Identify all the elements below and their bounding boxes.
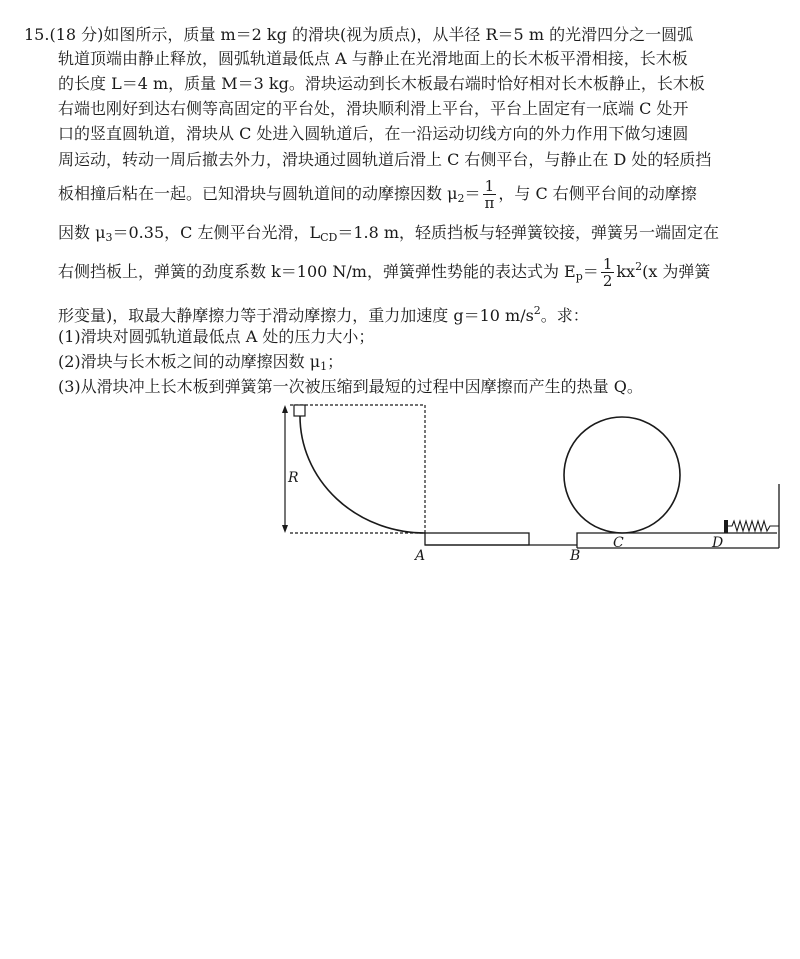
text: (2)滑块与长木板之间的动摩擦因数 μ — [58, 352, 321, 371]
radius-arrowhead-bottom — [282, 525, 288, 533]
text: 如图所示，质量 m＝2 kg 的滑块(视为质点)，从半径 R＝5 m 的光滑四分之一圆弧 — [103, 25, 694, 44]
numerator: 1 — [602, 255, 613, 273]
baffle-plate — [724, 520, 728, 533]
text: ＝0.35，C 左侧平台光滑，L — [112, 223, 321, 242]
text: 右侧挡板上，弹簧的劲度系数 k＝100 N/m，弹簧弹性势能的表达式为 E — [58, 262, 576, 281]
text: ； — [327, 352, 344, 371]
slider-block — [294, 405, 305, 416]
problem-line-3: 的长度 L＝4 m，质量 M＝3 kg。滑块运动到长木板最右端时恰好相对长木板静止，长木板 — [58, 74, 705, 93]
numerator: 1 — [483, 178, 497, 195]
point-d-label: D — [712, 535, 724, 551]
subscript: CD — [320, 231, 338, 244]
problem-line-6: 周运动，转动一周后撤去外力，滑块通过圆轨道后滑上 C 右侧平台，与静止在 D 处的轻质挡 — [58, 150, 712, 169]
problem-score: (18 分) — [49, 25, 104, 44]
problem-number: 15. — [24, 25, 50, 44]
text: 形变量)，取最大静摩擦力等于滑动摩擦力，重力加速度 g＝10 m/s — [58, 306, 534, 325]
question-3: (3)从滑块冲上长木板到弹簧第一次被压缩到最短的过程中因摩擦而产生的热量 Q。 — [58, 377, 643, 396]
subscript: 2 — [457, 192, 465, 205]
problem-line-5: 口的竖直圆轨道，滑块从 C 处进入圆轨道后，在一沿运动切线方向的外力作用下做匀速圆 — [58, 124, 689, 143]
superscript: 2 — [635, 260, 643, 273]
text: 板相撞后粘在一起。已知滑块与圆轨道间的动摩擦因数 μ — [58, 184, 458, 203]
denominator: π — [484, 194, 495, 212]
superscript: 2 — [533, 304, 541, 317]
text: ＝ — [582, 262, 599, 281]
radius-label: R — [288, 470, 299, 486]
denominator: 2 — [602, 272, 613, 290]
text: 。求： — [540, 306, 589, 325]
quarter-circle-track — [300, 416, 425, 533]
radius-arrowhead-top — [282, 405, 288, 413]
text: kx — [616, 262, 636, 281]
long-board — [425, 533, 529, 545]
problem-line-4: 右端也刚好到达右侧等高固定的平台处，滑块顺利滑上平台，平台上固定有一底端 C 处开 — [58, 99, 689, 118]
vertical-circle-track — [564, 417, 680, 533]
spring — [728, 521, 779, 531]
question-1: (1)滑块对圆弧轨道最低点 A 处的压力大小； — [58, 327, 375, 346]
point-a-label: A — [415, 548, 426, 564]
point-c-label: C — [613, 535, 624, 551]
point-b-label: B — [570, 548, 581, 564]
text: 因数 μ — [58, 223, 106, 242]
text: ，与 C 右侧平台间的动摩擦 — [498, 184, 697, 203]
subscript: 3 — [105, 231, 113, 244]
text: ＝1.8 m，轻质挡板与轻弹簧铰接，弹簧另一端固定在 — [337, 223, 720, 242]
subscript: p — [575, 270, 583, 283]
platform-top — [577, 533, 777, 548]
problem-line-2: 轨道顶端由静止释放，圆弧轨道最低点 A 与静止在光滑地面上的长木板平滑相接，长木板 — [58, 49, 688, 68]
text: (x 为弹簧 — [642, 262, 711, 281]
subscript: 1 — [320, 360, 328, 373]
text: ＝ — [464, 184, 481, 203]
